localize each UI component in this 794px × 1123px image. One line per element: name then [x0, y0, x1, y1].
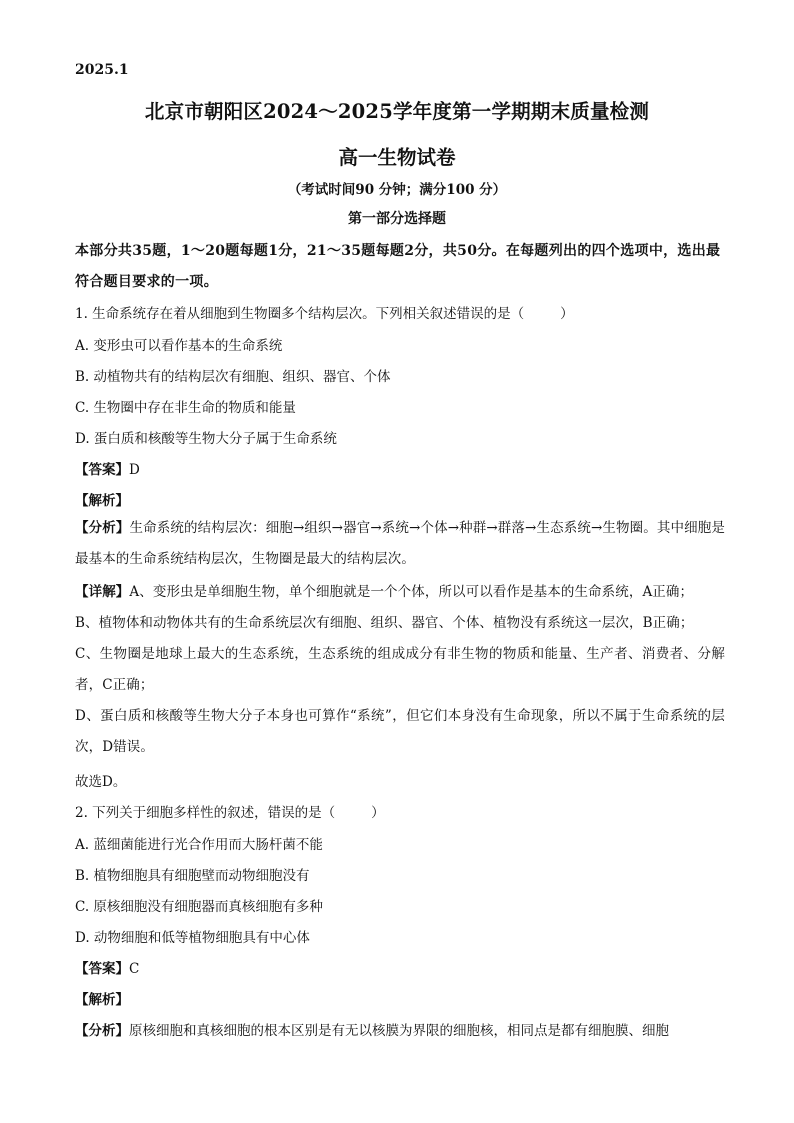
question-2-stem: [75, 801, 725, 821]
question-1-option-d: D. 蛋白质和核酸等生物大分子属于生命系统: [75, 431, 337, 447]
question-1-detail-b: B、植物体和动物体共有的生命系统层次有细胞、组织、器官、个体、植物没有系统这一层次，B正确；: [75, 615, 694, 631]
question-1-analysis-heading: 【解析】: [75, 493, 129, 509]
question-1-option-b: B. 动植物共有的结构层次有细胞、组织、器官、个体: [75, 369, 391, 385]
question-1-stem: [75, 302, 725, 322]
question-1-detail-a: [75, 577, 725, 608]
question-2-option-c: C. 原核细胞没有细胞器而真核细胞有多种: [75, 899, 323, 915]
section-instructions: 本部分共35题，1～20题每题1分，21～35题每题2分，共50分。在每题列出的四个选项中，选出最符合题目要求的一项。: [75, 243, 721, 290]
question-2-fenxi: [75, 1019, 725, 1039]
answer-tag: 【答案】: [75, 462, 129, 478]
fenxi-text: 生命系统的结构层次：细胞→组织→器官→系统→个体→种群→群落→生态系统→生物圈。其中细胞是最基本的生命系统结构层次，生物圈是最大的结构层次。: [75, 520, 725, 567]
question-2-option-a: A. 蓝细菌能进行光合作用而大肠杆菌不能: [75, 837, 323, 853]
question-1-detail-c: C、生物圈是地球上最大的生态系统，生态系统的组成成分有非生物的物质和能量、生产者、消费者、分解者，C正确；: [75, 646, 725, 693]
answer-value: D: [129, 462, 140, 478]
question-1-conclusion: 故选D。: [75, 774, 127, 790]
exam-date: 2025.1: [75, 62, 129, 78]
fenxi-text: 原核细胞和真核细胞的根本区别是有无以核膜为界限的细胞核，相同点是都有细胞膜、细胞: [129, 1023, 669, 1039]
question-1-stem-close: ）: [560, 306, 574, 322]
question-1-stem-text: 1. 生命系统存在着从细胞到生物圈多个结构层次。下列相关叙述错误的是（: [75, 306, 525, 322]
question-2-option-b: B. 植物细胞具有细胞壁而动物细胞没有: [75, 868, 310, 884]
detail-tag: 【详解】: [75, 584, 130, 600]
question-1-option-a: A. 变形虫可以看作基本的生命系统: [75, 338, 283, 354]
question-1-option-c: C. 生物圈中存在非生命的物质和能量: [75, 400, 296, 416]
answer-value: C: [129, 961, 140, 977]
exam-title: 北京市朝阳区2024～2025学年度第一学期期末质量检测: [144, 100, 650, 123]
detail-a-text: A、变形虫是单细胞生物，单个细胞就是一个个体，所以可以看作是基本的生命系统，A正确；: [129, 584, 694, 600]
part-title: 第一部分选择题: [348, 211, 446, 227]
question-2-analysis-heading: 【解析】: [75, 992, 129, 1008]
question-2-stem-text: 2. 下列关于细胞多样性的叙述，错误的是（: [75, 805, 336, 821]
answer-tag: 【答案】: [75, 961, 129, 977]
question-1-fenxi: [75, 513, 725, 575]
exam-info: （考试时间90 分钟；满分100 分）: [287, 182, 507, 198]
question-1-answer: [75, 458, 725, 478]
fenxi-tag: 【分析】: [75, 1023, 129, 1039]
question-2-option-d: D. 动物细胞和低等植物细胞具有中心体: [75, 930, 310, 946]
question-2-stem-close: ）: [371, 805, 385, 821]
fenxi-tag: 【分析】: [75, 520, 130, 536]
exam-subtitle: 高一生物试卷: [338, 146, 456, 169]
question-1-detail-d: D、蛋白质和核酸等生物大分子本身也可算作“系统”，但它们本身没有生命现象，所以不属于生命系统的层次，D错误。: [75, 708, 725, 755]
question-2-answer: [75, 957, 725, 977]
